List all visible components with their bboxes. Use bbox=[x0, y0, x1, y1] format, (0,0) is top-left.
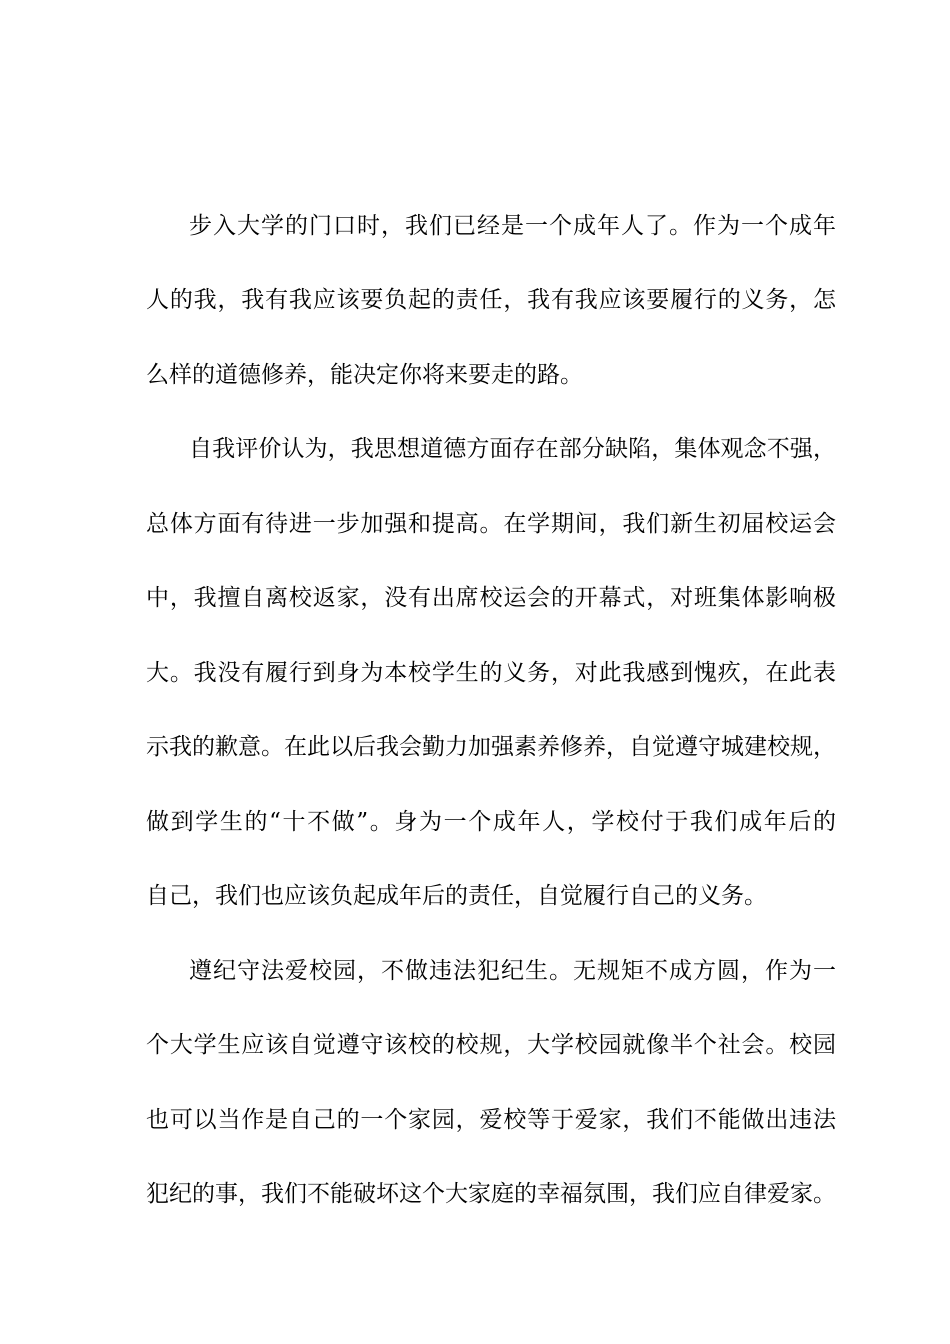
paragraph-3-line-2: 个大学生应该自觉遵守该校的校规，大学校园就像半个社会。校园 bbox=[146, 1032, 836, 1058]
paragraph-1-line-2: 人的我，我有我应该要负起的责任，我有我应该要履行的义务，怎 bbox=[146, 287, 836, 313]
paragraph-1-line-1: 步入大学的门口时，我们已经是一个成年人了。作为一个成年 bbox=[189, 213, 836, 239]
paragraph-3-line-3: 也可以当作是自己的一个家园，爱校等于爱家，我们不能做出违法 bbox=[146, 1107, 836, 1133]
paragraph-2-line-5: 示我的歉意。在此以后我会勤力加强素养修养，自觉遵守城建校规， bbox=[146, 734, 836, 760]
paragraph-3-line-4: 犯纪的事，我们不能破坏这个大家庭的幸福氛围，我们应自律爱家。 bbox=[146, 1181, 836, 1207]
paragraph-2-line-1: 自我评价认为，我思想道德方面存在部分缺陷，集体观念不强， bbox=[189, 436, 836, 462]
paragraph-1-line-3: 么样的道德修养，能决定你将来要走的路。 bbox=[146, 362, 583, 388]
paragraph-2-line-7: 自己，我们也应该负起成年后的责任，自觉履行自己的义务。 bbox=[146, 883, 767, 909]
paragraph-2-line-6: 做到学生的“十不做”。身为一个成年人，学校付于我们成年后的 bbox=[146, 809, 836, 835]
paragraph-3-line-1: 遵纪守法爱校园，不做违法犯纪生。无规矩不成方圆，作为一 bbox=[189, 958, 836, 984]
paragraph-2-line-4: 大。我没有履行到身为本校学生的义务，对此我感到愧疚，在此表 bbox=[146, 660, 836, 686]
paragraph-2-line-3: 中，我擅自离校返家，没有出席校运会的开幕式，对班集体影响极 bbox=[146, 585, 836, 611]
paragraph-2-line-2: 总体方面有待进一步加强和提高。在学期间，我们新生初届校运会 bbox=[146, 511, 836, 537]
